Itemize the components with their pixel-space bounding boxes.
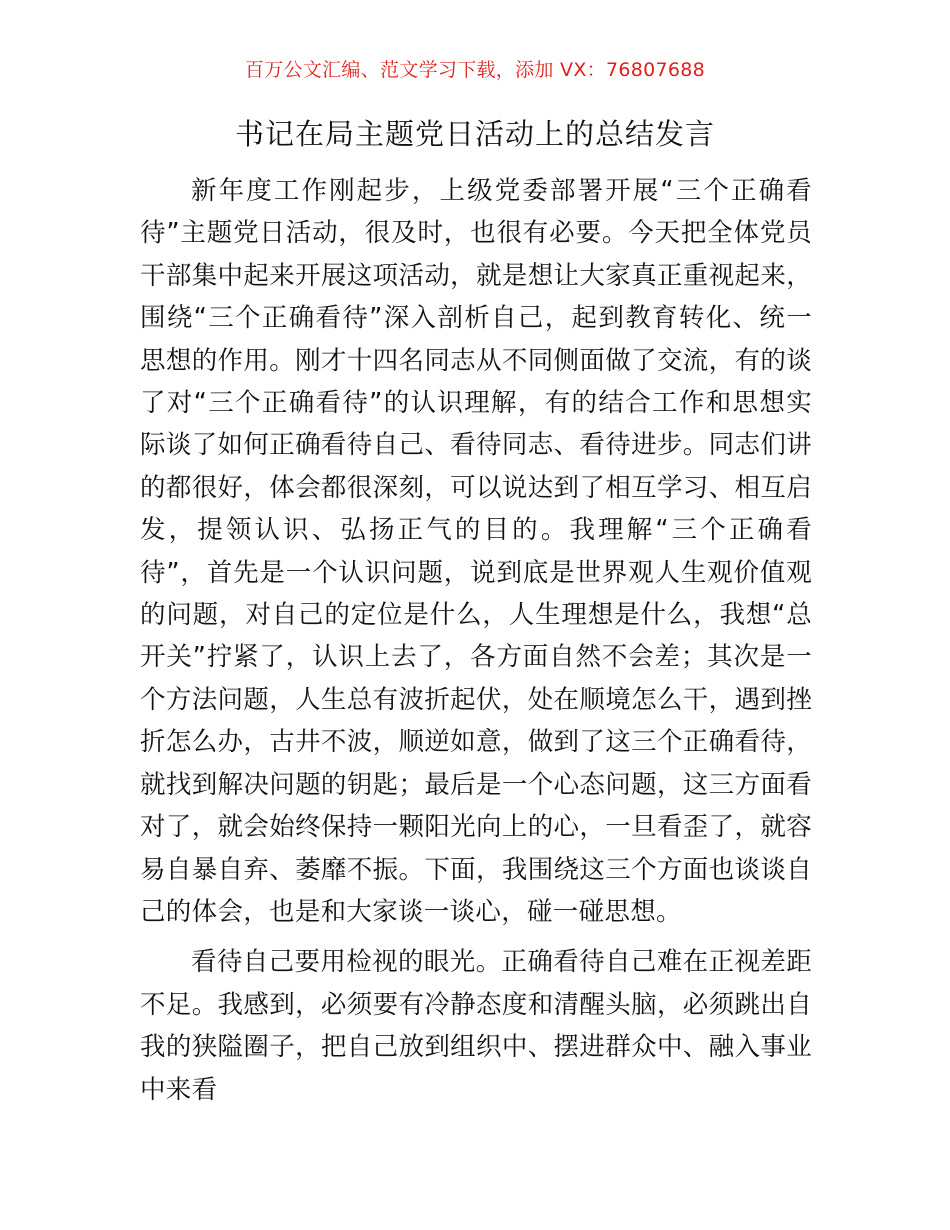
document-title: 书记在局主题党日活动上的总结发言 xyxy=(234,117,715,151)
paragraph-view-self: 看待自己要用检视的眼光。正确看待自己难在正视差距不足。我感到，必须要有冷静态度和清醒头脑，必须跳出自我的狭隘圈子，把自己放到组织中、摆进群众中、融入事业中来看 xyxy=(140,947,812,1105)
watermark-header: 百万公文汇编、范文学习下载，添加 VX：76807688 xyxy=(244,59,706,81)
paragraph-intro: 新年度工作刚起步，上级党委部署开展“三个正确看待”主题党日活动，很及时，也很有必要。今天把全体党员干部集中起来开展这项活动，就是想让大家真正重视起来，围绕“三个正确看待”深入剖析自己，起到教育转化、统一思想的作用。刚才十四名同志从不同侧面做了交流，有的谈了对“三个正确看待”的认识理解，有的结合工作和思想实际谈了如何正确看待自己、看待同志、看待进步。同志们讲的都很好，体会都很深刻，可以说达到了相互学习、相互启发，提领认识、弘扬正气的目的。我理解“三个正确看待”，首先是一个认识问题，说到底是世界观人生观价值观的问题，对自己的定位是什么，人生理想是什么，我想“总开关”拧紧了，认识上去了，各方面自然不会差；其次是一个方法问题，人生总有波折起伏，处在顺境怎么干，遇到挫折怎么办，古井不波，顺逆如意，做到了这三个正确看待，就找到解决问题的钥匙；最后是一个心态问题，这三方面看对了，就会始终保持一颗阳光向上的心，一旦看歪了，就容易自暴自弃、萎靡不振。下面，我围绕这三个方面也谈谈自己的体会，也是和大家谈一谈心，碰一碰思想。 xyxy=(140,176,812,927)
document-body xyxy=(140,170,812,1111)
